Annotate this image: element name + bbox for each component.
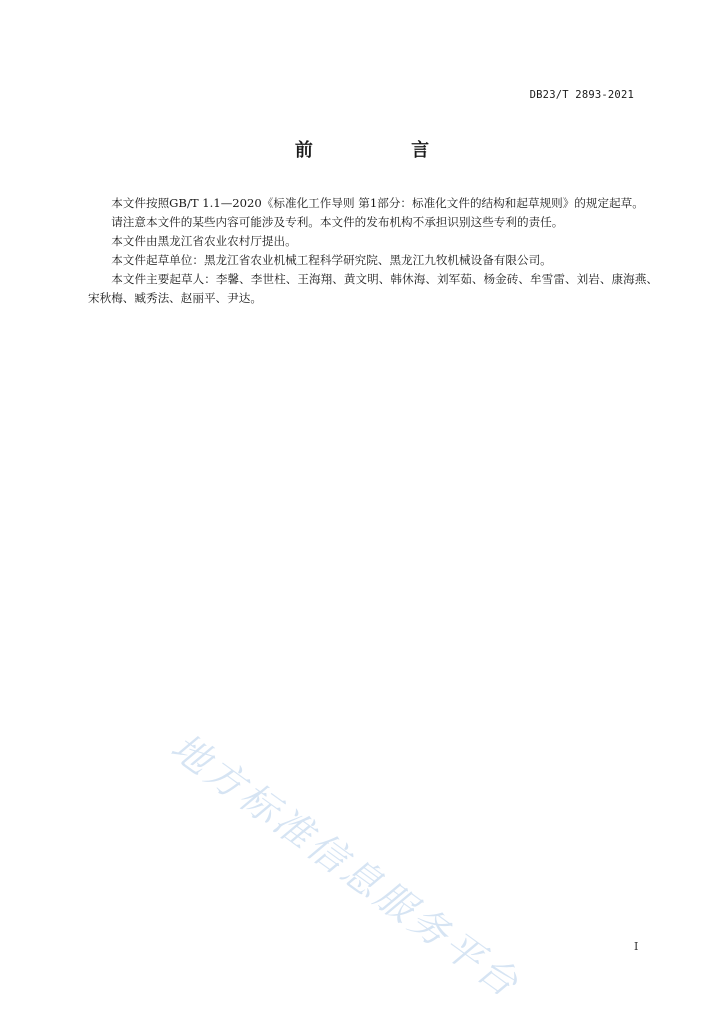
page-number: I [634, 940, 639, 953]
paragraph-drafting-units: 本文件起草单位：黑龙江省农业机械工程科学研究院、黑龙江九牧机械设备有限公司。 [111, 253, 552, 267]
paragraph-patent-notice: 请注意本文件的某些内容可能涉及专利。本文件的发布机构不承担识别这些专利的责任。 [111, 215, 564, 229]
foreword-body [88, 194, 658, 308]
paragraph-drafters: 本文件主要起草人：李馨、李世柱、王海翔、黄文明、韩休海、刘军茹、杨金砖、牟雪雷、刘岩、康海燕、宋秋梅、臧秀法、赵丽平、尹达。 [88, 272, 658, 305]
section-title: 前 言 [294, 140, 476, 161]
paragraph-drafting-rules: 本文件按照GB/T 1.1—2020《标准化工作导则 第1部分：标准化文件的结构和起草规则》的规定起草。 [111, 196, 644, 210]
document-code: DB23/T 2893-2021 [529, 89, 634, 101]
watermark: 地方标准信息服务平台 [163, 724, 529, 1008]
paragraph-proposer: 本文件由黑龙江省农业农村厅提出。 [111, 234, 297, 248]
